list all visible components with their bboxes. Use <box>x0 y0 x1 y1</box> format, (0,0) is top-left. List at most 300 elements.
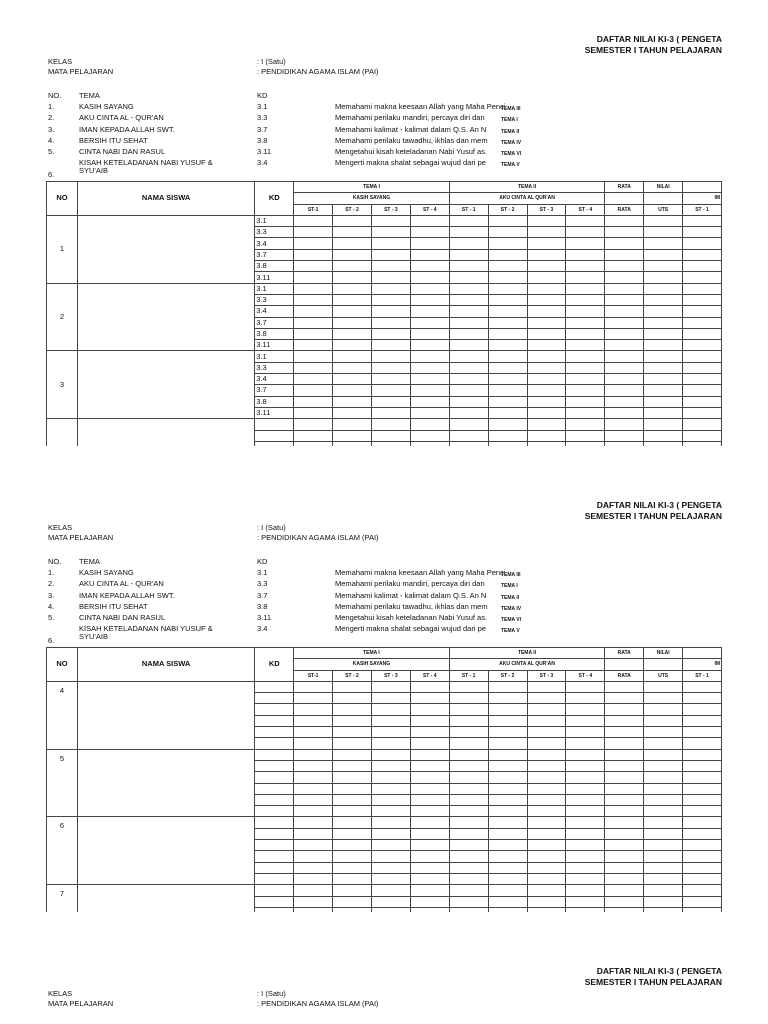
score-cell <box>371 374 410 385</box>
score-cell <box>333 817 372 828</box>
score-cell <box>488 441 527 446</box>
tema-label: TEMA <box>79 557 100 566</box>
score-cell <box>566 261 605 272</box>
theme-no: 4. <box>48 602 55 611</box>
no-label: NO. <box>48 557 62 566</box>
student-name <box>77 681 254 749</box>
kd-cell <box>255 681 294 692</box>
score-cell <box>449 351 488 362</box>
kd-cell: 3.11 <box>255 272 294 283</box>
score-cell <box>644 362 683 373</box>
score-cell <box>566 238 605 249</box>
kd-cell: 3.3 <box>255 294 294 305</box>
theme-name-2: SYU'AIB <box>79 632 108 641</box>
score-cell <box>449 407 488 418</box>
score-cell <box>683 727 722 738</box>
score-cell <box>294 385 333 396</box>
score-cell <box>371 215 410 226</box>
kd-cell: 3.1 <box>255 215 294 226</box>
score-cell <box>371 272 410 283</box>
im-header-top <box>683 648 722 659</box>
tema1-header: TEMA I <box>294 648 450 659</box>
score-cell <box>527 873 566 884</box>
score-cell <box>527 817 566 828</box>
score-cell <box>294 817 333 828</box>
kd-cell <box>255 430 294 441</box>
kd-cell <box>255 828 294 839</box>
student-no: 5 <box>47 749 78 817</box>
grade-table <box>46 181 722 446</box>
theme-kd: 3.11 <box>257 613 272 622</box>
kd-cell: 3.8 <box>255 396 294 407</box>
score-cell <box>371 340 410 351</box>
kd-cell <box>255 772 294 783</box>
score-cell <box>527 727 566 738</box>
theme-name: KASIH SAYANG <box>79 102 134 111</box>
score-cell <box>644 840 683 851</box>
student-no: 4 <box>47 681 78 749</box>
score-cell <box>644 896 683 907</box>
score-cell <box>294 430 333 441</box>
score-cell <box>488 693 527 704</box>
score-cell <box>371 419 410 430</box>
score-cell <box>683 885 722 896</box>
score-cell <box>683 749 722 760</box>
score-cell <box>371 351 410 362</box>
score-cell <box>683 828 722 839</box>
score-cell <box>371 306 410 317</box>
subtema-header: ST - 1 <box>683 670 722 681</box>
student-name <box>77 817 254 885</box>
score-cell <box>644 385 683 396</box>
subtema-header: UTS <box>644 670 683 681</box>
score-cell <box>527 249 566 260</box>
score-cell <box>527 317 566 328</box>
theme-no: 6. <box>48 170 55 179</box>
theme-desc: Mengetahui kisah keteladanan Nabi Yusuf as. <box>335 613 488 622</box>
theme-name: BERSIH ITU SEHAT <box>79 602 148 611</box>
score-cell <box>527 738 566 749</box>
score-cell <box>371 317 410 328</box>
theme-name: IMAN KEPADA ALLAH SWT. <box>79 125 175 134</box>
score-cell <box>566 294 605 305</box>
score-cell <box>294 907 333 912</box>
score-cell <box>683 681 722 692</box>
score-cell <box>371 283 410 294</box>
score-cell <box>294 851 333 862</box>
theme-desc: Memahami makna keesaan Allah yang Maha Penci <box>335 568 506 577</box>
score-cell <box>410 851 449 862</box>
score-cell <box>333 862 372 873</box>
score-cell <box>683 396 722 407</box>
score-cell <box>566 249 605 260</box>
score-cell <box>333 749 372 760</box>
score-cell <box>449 227 488 238</box>
score-cell <box>566 873 605 884</box>
score-cell <box>527 885 566 896</box>
score-cell <box>644 238 683 249</box>
kd-cell: 3.7 <box>255 317 294 328</box>
score-cell <box>644 738 683 749</box>
theme-name: AKU CINTA AL - QUR'AN <box>79 113 164 122</box>
score-cell <box>294 419 333 430</box>
score-cell <box>527 693 566 704</box>
score-cell <box>294 704 333 715</box>
score-cell <box>683 238 722 249</box>
score-cell <box>488 907 527 912</box>
score-cell <box>488 873 527 884</box>
student-no: 1 <box>47 215 78 283</box>
score-cell <box>605 840 644 851</box>
score-cell <box>449 715 488 726</box>
theme-desc: Memahami kalimat - kalimat dalam Q.S. An N <box>335 125 487 134</box>
kd-cell: 3.7 <box>255 385 294 396</box>
score-cell <box>605 215 644 226</box>
score-cell <box>371 396 410 407</box>
score-cell <box>449 885 488 896</box>
score-cell <box>527 283 566 294</box>
kd-cell <box>255 896 294 907</box>
score-cell <box>294 840 333 851</box>
theme-no: 3. <box>48 125 55 134</box>
nilai-header: NILAI <box>644 648 683 659</box>
score-cell <box>294 294 333 305</box>
score-cell <box>371 249 410 260</box>
kd-cell <box>255 738 294 749</box>
kd-cell <box>255 693 294 704</box>
rata-sub <box>605 659 644 670</box>
score-cell <box>410 760 449 771</box>
score-cell <box>566 396 605 407</box>
score-cell <box>683 851 722 862</box>
score-cell <box>566 862 605 873</box>
score-cell <box>371 862 410 873</box>
score-cell <box>371 749 410 760</box>
subtema-header: ST - 4 <box>410 670 449 681</box>
score-cell <box>410 362 449 373</box>
kd-cell <box>255 885 294 896</box>
theme-no: 5. <box>48 147 55 156</box>
score-cell <box>683 294 722 305</box>
score-cell <box>294 374 333 385</box>
score-cell <box>683 715 722 726</box>
score-cell <box>527 215 566 226</box>
theme-kd: 3.4 <box>257 624 268 633</box>
score-cell <box>605 896 644 907</box>
score-cell <box>566 704 605 715</box>
theme-tag: TEMA III <box>501 106 521 112</box>
score-cell <box>566 749 605 760</box>
score-cell <box>410 840 449 851</box>
score-cell <box>371 681 410 692</box>
theme-kd: 3.1 <box>257 102 268 111</box>
score-cell <box>488 362 527 373</box>
subtema-header: ST - 1 <box>449 204 488 215</box>
score-cell <box>527 749 566 760</box>
score-cell <box>333 249 372 260</box>
theme-name: IMAN KEPADA ALLAH SWT. <box>79 591 175 600</box>
score-cell <box>333 727 372 738</box>
score-cell <box>410 907 449 912</box>
score-cell <box>644 885 683 896</box>
score-cell <box>605 715 644 726</box>
score-cell <box>605 907 644 912</box>
score-cell <box>605 238 644 249</box>
score-cell <box>644 693 683 704</box>
rata-sub <box>605 193 644 204</box>
score-cell <box>371 896 410 907</box>
score-cell <box>644 419 683 430</box>
score-cell <box>527 772 566 783</box>
subtema-header: ST - 4 <box>410 204 449 215</box>
score-cell <box>605 862 644 873</box>
score-cell <box>488 294 527 305</box>
score-cell <box>566 430 605 441</box>
score-cell <box>488 885 527 896</box>
score-cell <box>333 317 372 328</box>
score-cell <box>527 806 566 817</box>
score-cell <box>683 738 722 749</box>
score-cell <box>294 828 333 839</box>
subtema-header: ST - 3 <box>371 670 410 681</box>
score-cell <box>527 704 566 715</box>
score-cell <box>449 806 488 817</box>
kd-cell <box>255 419 294 430</box>
table-row <box>47 749 722 760</box>
theme-no: 1. <box>48 102 55 111</box>
score-cell <box>449 328 488 339</box>
kd-cell: 3.1 <box>255 283 294 294</box>
score-cell <box>294 340 333 351</box>
kd-label: KD <box>257 91 268 100</box>
score-cell <box>294 351 333 362</box>
kd-cell: 3.11 <box>255 407 294 418</box>
score-cell <box>527 715 566 726</box>
score-cell <box>683 862 722 873</box>
score-cell <box>294 272 333 283</box>
theme-kd: 3.4 <box>257 158 268 167</box>
score-cell <box>683 374 722 385</box>
score-cell <box>644 828 683 839</box>
score-cell <box>449 704 488 715</box>
score-cell <box>333 715 372 726</box>
kd-cell <box>255 817 294 828</box>
score-cell <box>371 294 410 305</box>
score-cell <box>449 294 488 305</box>
score-cell <box>644 340 683 351</box>
score-cell <box>527 407 566 418</box>
score-cell <box>333 328 372 339</box>
score-cell <box>644 862 683 873</box>
score-cell <box>644 328 683 339</box>
score-cell <box>371 783 410 794</box>
header-semester: SEMESTER I TAHUN PELAJARAN <box>584 977 722 987</box>
score-cell <box>527 896 566 907</box>
score-cell <box>605 851 644 862</box>
score-cell <box>488 215 527 226</box>
score-cell <box>488 261 527 272</box>
score-cell <box>566 851 605 862</box>
kd-cell <box>255 704 294 715</box>
score-cell <box>371 441 410 446</box>
score-cell <box>488 896 527 907</box>
score-cell <box>527 840 566 851</box>
score-cell <box>644 351 683 362</box>
score-cell <box>527 419 566 430</box>
score-cell <box>449 873 488 884</box>
score-cell <box>488 272 527 283</box>
mapel-label: MATA PELAJARAN <box>48 67 114 76</box>
score-cell <box>644 441 683 446</box>
score-cell <box>294 261 333 272</box>
score-cell <box>294 862 333 873</box>
score-cell <box>605 749 644 760</box>
score-cell <box>333 760 372 771</box>
theme-no: 6. <box>48 636 55 645</box>
score-cell <box>644 681 683 692</box>
score-cell <box>333 396 372 407</box>
score-cell <box>333 272 372 283</box>
theme-kd: 3.1 <box>257 568 268 577</box>
score-cell <box>605 261 644 272</box>
mapel-value: : PENDIDIKAN AGAMA ISLAM (PAI) <box>257 533 379 542</box>
theme-no: 2. <box>48 113 55 122</box>
score-cell <box>410 806 449 817</box>
theme-kd: 3.11 <box>257 147 272 156</box>
score-cell <box>449 760 488 771</box>
score-cell <box>449 385 488 396</box>
score-cell <box>371 715 410 726</box>
score-cell <box>410 817 449 828</box>
tema1-sub-header: KASIH SAYANG <box>294 193 450 204</box>
score-cell <box>683 441 722 446</box>
theme-tag: TEMA II <box>501 129 520 135</box>
score-cell <box>488 862 527 873</box>
score-cell <box>371 885 410 896</box>
score-cell <box>566 317 605 328</box>
subtema-header: ST - 3 <box>527 204 566 215</box>
score-cell <box>566 783 605 794</box>
score-cell <box>371 704 410 715</box>
score-cell <box>333 283 372 294</box>
score-cell <box>488 794 527 805</box>
score-cell <box>294 873 333 884</box>
mapel-value: : PENDIDIKAN AGAMA ISLAM (PAI) <box>257 67 379 76</box>
score-cell <box>410 215 449 226</box>
score-cell <box>410 885 449 896</box>
score-cell <box>410 896 449 907</box>
score-cell <box>333 441 372 446</box>
kd-cell: 3.4 <box>255 238 294 249</box>
theme-kd: 3.7 <box>257 591 268 600</box>
score-cell <box>294 806 333 817</box>
score-cell <box>333 828 372 839</box>
score-cell <box>683 283 722 294</box>
score-cell <box>410 749 449 760</box>
score-cell <box>294 396 333 407</box>
kd-cell: 3.1 <box>255 351 294 362</box>
theme-desc: Memahami perilaku tawadhu, ikhlas dan mem <box>335 136 488 145</box>
score-cell <box>294 760 333 771</box>
score-cell <box>566 215 605 226</box>
score-cell <box>449 794 488 805</box>
score-cell <box>683 693 722 704</box>
grade-table-wrap <box>0 647 722 912</box>
score-cell <box>294 227 333 238</box>
score-cell <box>644 772 683 783</box>
score-cell <box>644 430 683 441</box>
score-cell <box>449 727 488 738</box>
score-cell <box>410 862 449 873</box>
subtema-header: ST - 3 <box>527 670 566 681</box>
score-cell <box>488 738 527 749</box>
score-cell <box>410 385 449 396</box>
score-cell <box>333 885 372 896</box>
score-cell <box>605 385 644 396</box>
score-cell <box>294 328 333 339</box>
tema2-header: TEMA II <box>449 648 605 659</box>
score-cell <box>566 227 605 238</box>
score-cell <box>410 283 449 294</box>
score-cell <box>644 215 683 226</box>
score-cell <box>605 873 644 884</box>
score-cell <box>371 238 410 249</box>
score-cell <box>605 738 644 749</box>
score-cell <box>449 430 488 441</box>
score-cell <box>488 715 527 726</box>
score-cell <box>683 407 722 418</box>
score-cell <box>371 261 410 272</box>
nilai-sub <box>644 193 683 204</box>
score-cell <box>371 907 410 912</box>
score-cell <box>333 430 372 441</box>
score-cell <box>449 738 488 749</box>
subtema-header: ST - 2 <box>488 670 527 681</box>
score-cell <box>449 374 488 385</box>
score-cell <box>294 317 333 328</box>
score-cell <box>683 249 722 260</box>
score-cell <box>566 817 605 828</box>
score-cell <box>410 306 449 317</box>
mapel-value: : PENDIDIKAN AGAMA ISLAM (PAI) <box>257 999 379 1008</box>
student-no: 7 <box>47 885 78 912</box>
score-cell <box>605 885 644 896</box>
score-cell <box>605 681 644 692</box>
score-cell <box>294 885 333 896</box>
theme-desc: Memahami makna keesaan Allah yang Maha Penci <box>335 102 506 111</box>
score-cell <box>566 272 605 283</box>
student-no: 3 <box>47 351 78 419</box>
rata-header: RATA <box>605 182 644 193</box>
mapel-label: MATA PELAJARAN <box>48 999 114 1008</box>
score-cell <box>333 794 372 805</box>
theme-desc: Memahami kalimat - kalimat dalam Q.S. An N <box>335 591 487 600</box>
score-cell <box>333 772 372 783</box>
score-cell <box>566 772 605 783</box>
kelas-value: : I (Satu) <box>257 989 286 998</box>
kd-cell <box>255 794 294 805</box>
score-cell <box>488 704 527 715</box>
score-cell <box>488 727 527 738</box>
subtema-header: RATA <box>605 204 644 215</box>
theme-desc: Memahami perilaku tawadhu, ikhlas dan mem <box>335 602 488 611</box>
score-cell <box>644 407 683 418</box>
score-cell <box>683 215 722 226</box>
score-cell <box>449 783 488 794</box>
score-cell <box>488 306 527 317</box>
student-name <box>77 283 254 351</box>
theme-no: 1. <box>48 568 55 577</box>
